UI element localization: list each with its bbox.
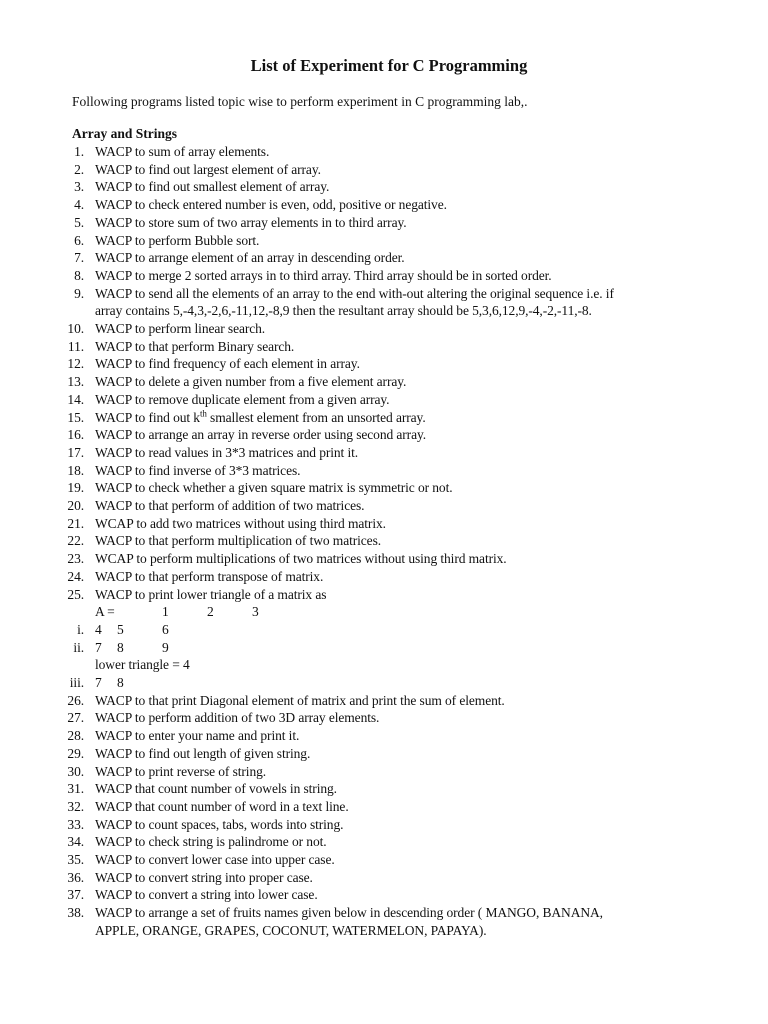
item-number: 23. xyxy=(67,551,84,567)
item-text: WACP to enter your name and print it. xyxy=(95,728,300,744)
item-number: 18. xyxy=(67,462,84,478)
item-text: WACP to check entered number is even, odd, positive or negative. xyxy=(95,197,447,213)
matrix-value: 6 xyxy=(162,621,169,637)
item-number: 11. xyxy=(67,338,84,354)
item-number: 22. xyxy=(67,533,84,549)
item-number: 25. xyxy=(67,586,84,602)
item-text: lower triangle = 4 xyxy=(95,657,190,673)
item-text: WACP to find out largest element of array. xyxy=(95,161,321,177)
intro-paragraph: Following programs listed topic wise to perform experiment in C programming lab,. xyxy=(72,94,528,109)
item-text: WACP to arrange a set of fruits names given below in descending order ( MANGO, BANANA, xyxy=(95,905,603,921)
matrix-value: 7 xyxy=(95,639,102,655)
item-number: ii. xyxy=(73,639,84,655)
item-text: WCAP to perform multiplications of two matrices without using third matrix. xyxy=(95,551,507,567)
item-text: WACP to sum of array elements. xyxy=(95,144,270,159)
item-number: 16. xyxy=(67,427,84,443)
item-text: WACP to count spaces, tabs, words into string. xyxy=(95,816,344,832)
item-number: 13. xyxy=(67,374,84,390)
item-number: iii. xyxy=(69,675,84,690)
item-text: WACP to print lower triangle of a matrix as xyxy=(95,586,327,602)
item-number: 9. xyxy=(74,285,84,301)
item-text: A = xyxy=(95,604,115,620)
item-number: 29. xyxy=(67,745,84,761)
item-text: WCAP to add two matrices without using third matrix. xyxy=(95,515,386,531)
item-number: 6. xyxy=(74,232,84,248)
matrix-value: 8 xyxy=(117,639,124,655)
item-number: 35. xyxy=(67,852,84,867)
item-number: 34. xyxy=(67,834,84,850)
item-number: 20. xyxy=(67,498,84,513)
ordinal-superscript: th xyxy=(199,408,207,418)
item-text: WACP to remove duplicate element from a given array. xyxy=(95,391,390,407)
item-text: WACP to that print Diagonal element of matrix and print the sum of element. xyxy=(95,692,505,708)
item-text: APPLE, ORANGE, GRAPES, COCONUT, WATERMELON, PAPAYA). xyxy=(95,922,487,938)
item-text: WACP to that perform transpose of matrix. xyxy=(95,568,324,584)
item-number: 33. xyxy=(67,816,84,832)
matrix-value: 8 xyxy=(117,675,124,690)
matrix-value: 1 xyxy=(162,604,169,620)
item-number: 21. xyxy=(67,515,84,531)
item-number: 31. xyxy=(67,781,84,797)
item-number: 15. xyxy=(67,409,84,425)
item-text: WACP to convert string into proper case. xyxy=(95,869,313,885)
item-text: WACP that count number of vowels in string. xyxy=(95,781,337,797)
item-number: 19. xyxy=(67,480,84,496)
section-heading: Array and Strings xyxy=(72,126,178,141)
item-text: WACP that count number of word in a text line. xyxy=(95,798,349,814)
matrix-value: 2 xyxy=(207,604,214,620)
item-number: 36. xyxy=(67,869,84,885)
item-text: WACP to arrange an array in reverse order using second array. xyxy=(95,427,427,443)
item-number: 37. xyxy=(67,887,84,903)
item-text: WACP to delete a given number from a five element array. xyxy=(95,374,407,390)
item-number: 30. xyxy=(67,763,84,779)
item-number: 1. xyxy=(74,144,84,159)
item-number: 7. xyxy=(74,250,84,266)
item-text-before: WACP to find out k xyxy=(95,409,200,425)
item-number: 24. xyxy=(67,568,84,584)
item-text: WACP to that perform multiplication of two matrices. xyxy=(95,533,381,549)
item-number: 10. xyxy=(67,321,84,336)
item-text: WACP to check whether a given square matrix is symmetric or not. xyxy=(95,480,453,496)
item-number: 12. xyxy=(67,356,84,372)
item-text: WACP to that perform of addition of two matrices. xyxy=(95,498,365,513)
item-number: 26. xyxy=(67,692,84,708)
item-number: 32. xyxy=(67,798,84,814)
item-number: 27. xyxy=(67,710,84,726)
item-text: array contains 5,-4,3,-2,6,-11,12,-8,9 then the resultant array should be 5,3,6,12,9,-4,-2,-11,-8. xyxy=(95,303,592,319)
item-number: i. xyxy=(77,621,84,637)
item-text: WACP to read values in 3*3 matrices and print it. xyxy=(95,444,359,460)
item-text: WACP to print reverse of string. xyxy=(95,763,267,779)
matrix-value: 5 xyxy=(117,621,124,637)
item-number: 28. xyxy=(67,728,84,744)
item-text: WACP to perform linear search. xyxy=(95,321,266,336)
item-text: WACP to check string is palindrome or not. xyxy=(95,834,327,850)
item-number: 3. xyxy=(74,179,84,195)
item-text: WACP to store sum of two array elements in to third array. xyxy=(95,214,407,230)
item-text: WACP to find out smallest element of array. xyxy=(95,179,330,195)
item-text: WACP to convert a string into lower case. xyxy=(95,887,318,903)
item-text: WACP to find inverse of 3*3 matrices. xyxy=(95,462,301,478)
item-text xyxy=(95,410,426,426)
item-text: WACP to arrange element of an array in descending order. xyxy=(95,250,405,266)
item-number: 38. xyxy=(67,905,84,921)
matrix-value: 3 xyxy=(252,604,259,620)
item-text: WACP to find frequency of each element in array. xyxy=(95,356,360,372)
matrix-value: 4 xyxy=(95,621,102,637)
item-text: WACP to that perform Binary search. xyxy=(95,338,295,354)
item-text: WACP to find out length of given string. xyxy=(95,745,311,761)
item-number: 4. xyxy=(74,197,84,213)
item-text: WACP to send all the elements of an array to the end with-out altering the original sequence i.e. if xyxy=(95,285,614,301)
item-number: 5. xyxy=(74,214,84,230)
document-title: List of Experiment for C Programming xyxy=(250,56,528,75)
item-number: 8. xyxy=(74,267,84,283)
matrix-value: 9 xyxy=(162,639,169,655)
item-number: 2. xyxy=(74,161,84,177)
item-number: 14. xyxy=(67,391,84,407)
item-text: WACP to perform Bubble sort. xyxy=(95,232,260,248)
item-number: 17. xyxy=(67,444,84,460)
item-text: WACP to merge 2 sorted arrays in to third array. Third array should be in sorted order. xyxy=(95,267,552,283)
item-text: WACP to perform addition of two 3D array elements. xyxy=(95,710,380,726)
item-text: WACP to convert lower case into upper case. xyxy=(95,852,335,867)
matrix-value: 7 xyxy=(95,675,102,690)
item-text-after: smallest element from an unsorted array. xyxy=(206,409,426,425)
